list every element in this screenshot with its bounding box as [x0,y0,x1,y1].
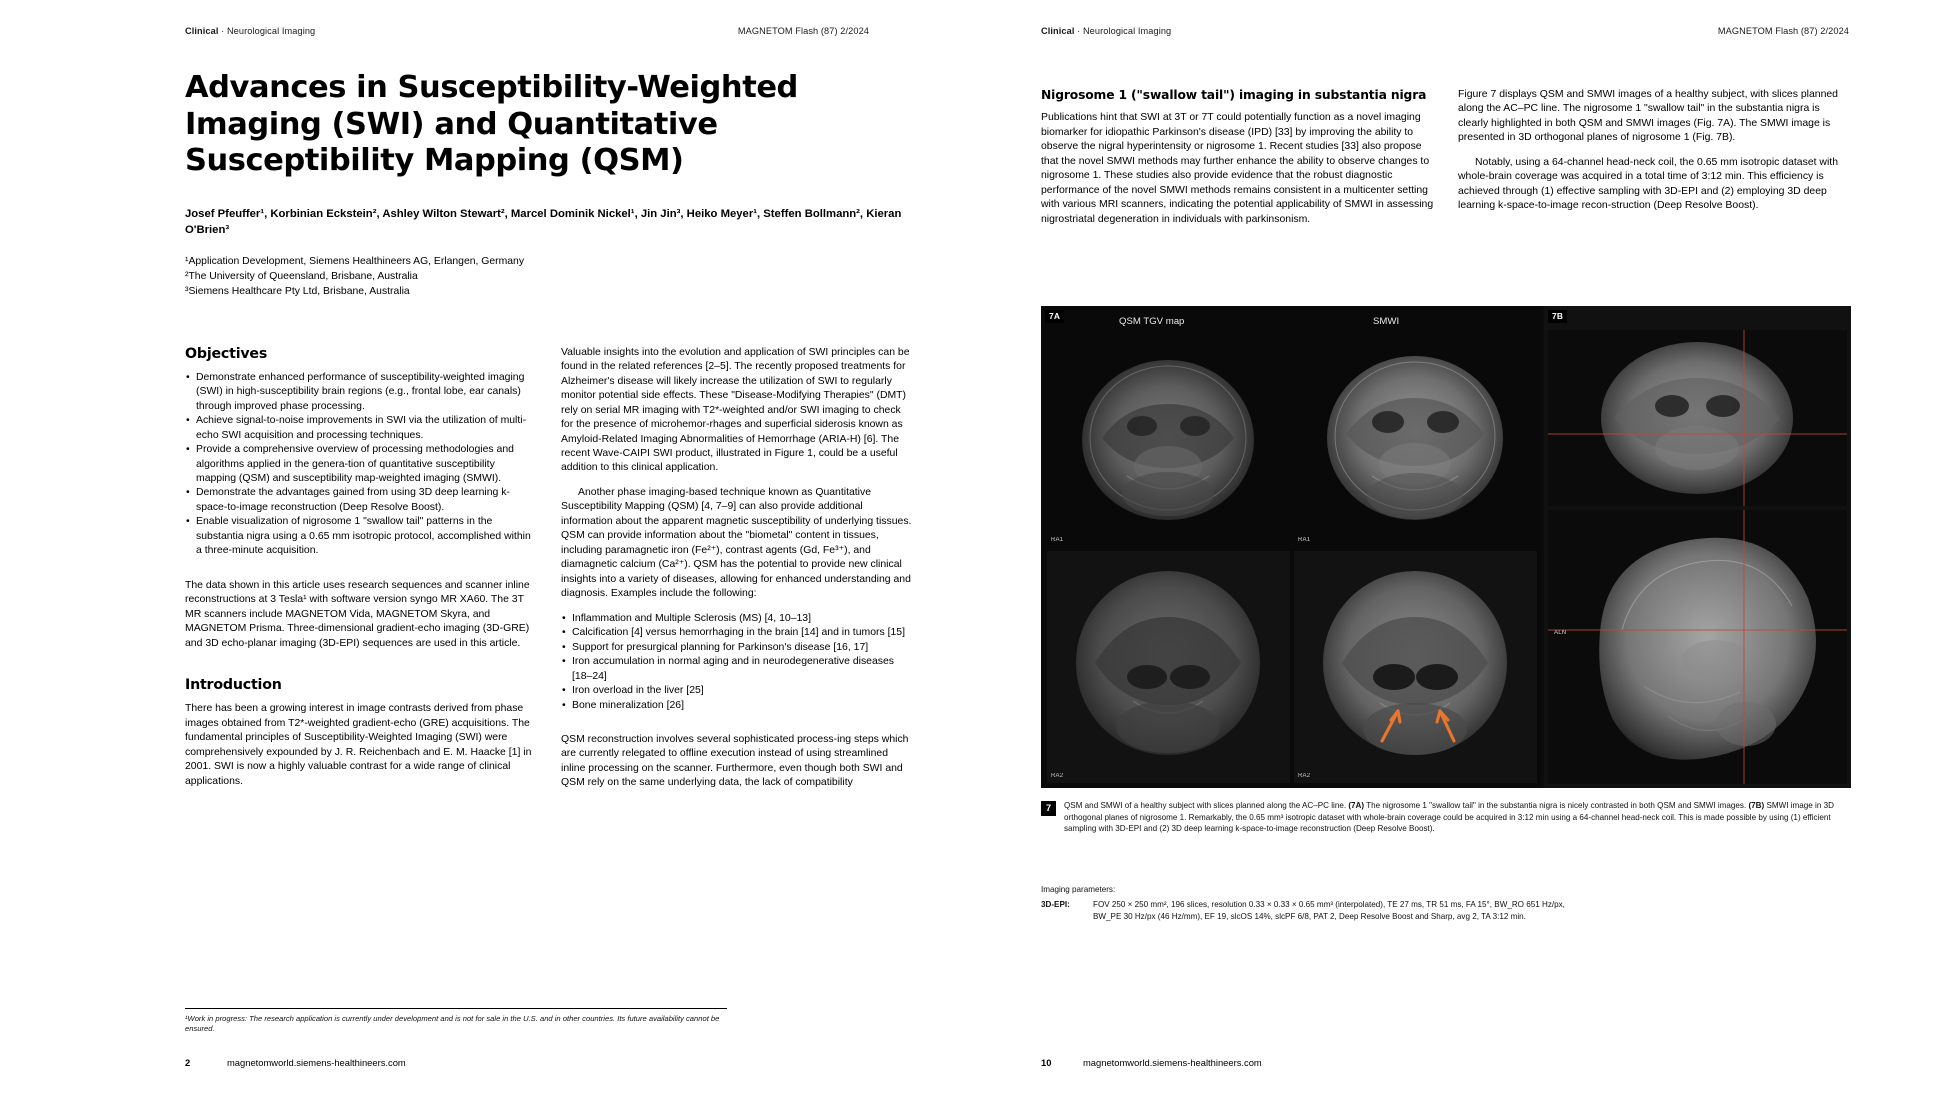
mri-slice-3d-sagittal [1548,510,1847,784]
footer-url: magnetomworld.siemens-healthineers.com [1083,1057,1262,1068]
list-item: • Enable visualization of nigrosome 1 "swallow tail" patterns in the substantia nigra using a 0.65 mm isotropic protocol, accomplished within a three-minute acquisition. [185,515,537,558]
running-head-section-bold: Clinical [1041,26,1075,36]
two-column-area [185,346,913,801]
page-left [0,0,979,1102]
brain-axial-qsm-2 [1047,551,1290,783]
folio-left [185,1057,406,1068]
caption-run: The nigrosome 1 "swallow tail" in the substantia nigra is nicely contrasted in both QSM and SMWI images. [1364,801,1749,810]
caption-run: SMWI image in 3D orthogonal planes of nigrosome 1. Remarkably, the 0.65 mm³ isotropic dataset with whole-brain coverage could be acquired in 3:12 min using a 64-channel head-neck coil. This is made possible by using (1) efficient sampling with 3D-EPI and (2) 3D deep learning k-space-to-image reconstruction (Deep Resolve Boost). [1064,801,1834,834]
two-column-area-right [1041,88,1851,237]
page-left-body [185,0,913,801]
running-head-issue: MAGNETOM Flash (87) 2/2024 [1717,26,1849,36]
page-title: Advances in Susceptibility-Weighted Imaging (SWI) and Quantitative Susceptibility Mapping (QSM) [185,70,798,179]
list-item: • Achieve signal-to-noise improvements in SWI via the utilization of multi-echo SWI acquisition and processing techniques. [185,414,537,443]
nigrosome-section-heading: Nigrosome 1 ("swallow tail") imaging in substantia nigra [1041,88,1427,102]
figure-7 [1041,306,1851,788]
column-header-smwi: SMWI [1373,316,1400,327]
list-item: • Demonstrate enhanced performance of susceptibility-weighted imaging (SWI) in high-susceptibility brain regions (e.g., frontal lobe, ear canals) through improved phase processing. [185,371,537,414]
objectives-heading: Objectives [185,345,268,362]
objectives-list [185,371,537,559]
slice-sublabel: ALN [1554,630,1567,636]
figure-caption [1041,800,1851,835]
imaging-parameters [1041,884,1851,923]
slice-sublabel: RA2 [1051,773,1064,779]
mri-slice-qsm-axial-lower [1047,551,1290,783]
brain-axial-smwi-2 [1294,551,1537,783]
figure-caption-text [1064,800,1851,835]
imaging-parameters-values [1093,899,1851,923]
caption-run-bold: (7A) [1348,801,1365,810]
mri-slice-smwi-axial-lower [1294,551,1537,783]
page-right [979,0,1959,1102]
affiliation-2: ²The University of Queensland, Brisbane, Australia [185,271,418,283]
footnote-text: ¹Work in progress: The research application is currently under development and is not for sale in the U.S. and in other countries. Its future availability cannot be ensured. [185,1014,720,1033]
affiliations [185,254,913,300]
column-two [561,346,913,801]
running-head-section-bold: Clinical [185,26,219,36]
imaging-parameters-key: 3D-EPI: [1041,900,1070,910]
figure7-description-paragraph: Figure 7 displays QSM and SMWI images of a healthy subject, with slices planned along the AC–PC line. The nigrosome 1 "swallow tail" in the substantia nigra is clearly highlighted in both QSM and SMWI images (Fig. 7A). The SMWI image is presented in 3D orthogonal planes of nigrosome 1 (Fig. 7B). [1458,89,1838,144]
running-head-section-rest: · Neurological Imaging [218,26,316,36]
introduction-heading: Introduction [185,677,282,694]
col2-paragraph-2: Another phase imaging-based technique known as Quantitative Susceptibility Mapping (QSM) [4, 7–9] can also provide additional information about the apparent magnetic susceptibility of underlying tissues. QSM can provide information about the "biometal" content in tissues, including paramagnetic iron (Fe²⁺), contrast agents (Gd, Fe³⁺), and diamagnetic calcium (Ca²⁺). QSM has the potential to provide new clinical insights into a variety of diseases, allowing for enhanced understanding and diagnosis. Examples include the following: [561,486,912,600]
column-header-qsm: QSM TGV map [1119,316,1185,327]
column-one-right [1041,88,1434,237]
list-item: • Iron overload in the liver [25] [561,684,913,698]
list-item: • Bone mineralization [26] [561,699,913,713]
affiliation-3: ³Siemens Healthcare Pty Ltd, Brisbane, Australia [185,286,410,298]
imaging-parameters-row [1041,899,1851,923]
nigrosome-paragraph: Publications hint that SWI at 3T or 7T could potentially function as a novel imaging biomarker for idiopathic Parkinson's disease (IPD) [33] by improving the ability to observe the nigral hyperintensity or nigrosome 1. Recent studies [33] also propose that the novel SMWI methods may further enhance the ability to observe changes to nigrosome 1. These studies also provide evidence that the robust diagnostic performance of the novel SMWI methods remains consistent in a multicenter setting with various MRI scanners, indicating the potential applicability of SMWI in assessing nigrostriatal degeneration in individuals with parkinsonism. [1041,112,1434,225]
imaging-parameters-line-2: BW_PE 30 Hz/px (46 Hz/mm), EF 19, slcOS 14%, slcPF 6/8, PAT 2, Deep Resolve Boost and Sharp, avg 2, TA 3:12 min. [1093,912,1526,922]
col2-paragraph-3: QSM reconstruction involves several sophisticated process-ing steps which are currently relegated to offline execution instead of using streamlined inline processing on the scanner. Furthermore, even though both SWI and QSM rely on the same underlying data, the lack of compatibility [561,733,909,789]
imaging-parameters-line-1: FOV 250 × 250 mm², 196 slices, resolution 0.33 × 0.33 × 0.65 mm³ (interpolated), TE 27 ms, TR 51 ms, FA 15°, BW_RO 651 Hz/px, [1093,900,1565,910]
mri-slice-smwi-axial-upper [1294,334,1537,547]
footer-url: magnetomworld.siemens-healthineers.com [227,1057,406,1068]
brain-axial-qsm-1 [1047,334,1290,547]
brain-sagittal-3d [1548,510,1847,784]
column-one [185,346,537,801]
slice-sublabel: RA1 [1298,537,1311,543]
caption-run: QSM and SMWI of a healthy subject with slices planned along the AC–PC line. [1064,801,1349,810]
col2-paragraph-1: Valuable insights into the evolution and application of SWI principles can be found in the related references [2–5]. The recently proposed treatments for Alzheimer's disease will likely increase the utilization of SWI to regularly monitor potential side effects. These "Disease-Modifying Therapies" (DMT) rely on serial MR imaging with T2*-weighted and/or SWI imaging to check for the presence of microhemor-rhages and superficial siderosis known as Amyloid-Related Imaging Abnormalities of Hemorrhage (ARIA-H) [6]. The recent Wave-CAIPI SWI product, illustrated in Figure 1, could be a useful addition to this clinical application. [561,346,910,474]
mri-slice-3d-axial [1548,330,1847,506]
list-item: • Calcification [4] versus hemorrhaging in the brain [14] and in tumors [15] [561,626,913,640]
mri-slice-qsm-axial-upper [1047,334,1290,547]
author-list: Josef Pfeuffer¹, Korbinian Eckstein², Ashley Wilton Stewart², Marcel Dominik Nickel¹, Jin Jin³, Heiko Meyer¹, Steffen Bollmann², Kieran O'Brien³ [185,207,902,236]
page-number: 2 [185,1057,191,1068]
figure-number-badge: 7 [1041,801,1056,816]
page-right-body [1041,0,1851,237]
running-head-section-rest: · Neurological Imaging [1074,26,1172,36]
introduction-paragraph: There has been a growing interest in image contrasts derived from phase images obtained from T2*-weighted gradient-echo (GRE) acquisitions. The fundamental principles of Susceptibility-Weighted Imaging (SWI) were comprehensively expounded by J. R. Reichenbach and E. M. Haacke [1] in 2001. SWI is now a highly valuable contrast for a wide range of clinical applications. [185,703,532,787]
list-item: • Demonstrate the advantages gained from using 3D deep learning k-space-to-image reconstruction (Deep Resolve Boost). [185,486,537,515]
list-item: • Provide a comprehensive overview of processing methodologies and algorithms applied in the genera-tion of quantitative susceptibility mapping (QSM) and susceptibility map-weighted imaging (SMWI). [185,443,537,486]
column-two-right [1458,88,1851,237]
brain-axial-3d [1548,330,1847,506]
imaging-parameters-title: Imaging parameters: [1041,885,1116,894]
brain-axial-smwi-1 [1294,334,1537,547]
list-item: • Iron accumulation in normal aging and in neurodegenerative diseases [18–24] [561,655,913,684]
panel-tag-7a: 7A [1045,310,1064,323]
page-number: 10 [1041,1057,1052,1068]
figure-panel-7b [1544,306,1851,788]
data-shown-paragraph: The data shown in this article uses research sequences and scanner inline reconstructions at 3 Tesla¹ with software version syngo MR XA60. The 3T MR scanners include MAGNETOM Vida, MAGNETOM Skyra, and MAGNETOM Prisma. Three-dimensional gradient-echo imaging (3D-GRE) and 3D echo-planar imaging (3D-EPI) sequences are used in this article. [185,579,530,649]
qsm-applications-list [561,612,913,713]
folio-right [1041,1057,1262,1068]
caption-run-bold: (7B) [1748,801,1765,810]
list-item: • Inflammation and Multiple Sclerosis (MS) [4, 10–13] [561,612,913,626]
slice-sublabel: RA2 [1298,773,1311,779]
slice-sublabel: RA1 [1051,537,1064,543]
affiliation-1: ¹Application Development, Siemens Healthineers AG, Erlangen, Germany [185,255,525,267]
running-head-issue: MAGNETOM Flash (87) 2/2024 [737,26,869,36]
footnote-rule [185,1008,727,1009]
figure-panel-7a [1041,306,1541,788]
efficiency-paragraph: Notably, using a 64-channel head-neck coil, the 0.65 mm isotropic dataset with whole-brain coverage was acquired in a total time of 3:12 min. This efficiency is achieved through (1) effective sampling with 3D-EPI and (2) employing 3D deep learning k-space-to-image recon-struction (Deep Resolve Boost). [1458,156,1838,212]
list-item: • Support for presurgical planning for Parkinson's disease [16, 17] [561,641,913,655]
panel-tag-7b: 7B [1548,310,1567,323]
